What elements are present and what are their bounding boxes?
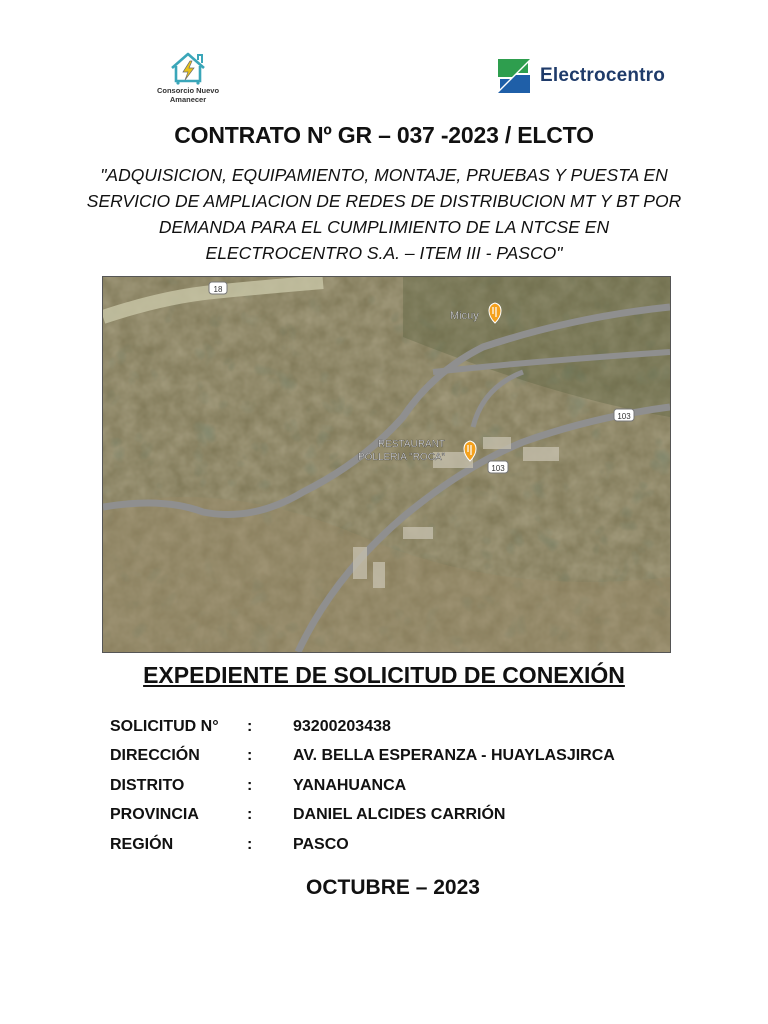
- field-value: 93200203438: [293, 717, 391, 735]
- field-separator: :: [247, 717, 253, 735]
- field-separator: :: [247, 806, 253, 824]
- field-value: AV. BELLA ESPERANZA - HUAYLASJIRCA: [293, 747, 615, 765]
- place-label-micuy: Micuy: [450, 310, 479, 322]
- info-row: [110, 742, 615, 772]
- consorcio-name-line2: Amanecer: [169, 95, 207, 104]
- info-row: [110, 830, 615, 860]
- road-label: 18: [213, 285, 223, 294]
- field-value: PASCO: [293, 835, 349, 853]
- contract-title: CONTRATO Nº GR – 037 -2023 / ELCTO: [174, 122, 594, 148]
- solicitud-info: [110, 712, 615, 860]
- field-separator: :: [247, 835, 253, 853]
- field-label: SOLICITUD N°: [110, 717, 219, 735]
- expediente-title: EXPEDIENTE DE SOLICITUD DE CONEXIÓN: [143, 662, 625, 688]
- contract-description: "ADQUISICION, EQUIPAMIENTO, MONTAJE, PRUEBAS Y PUESTA EN SERVICIO DE AMPLIACION DE REDES DE DISTRIBUCION MT Y BT POR DEMANDA PARA EL CUMPLIMIENTO DE LA NTCSE EN ELECTROCENTRO S.A. – ITEM III - PASCO": [86, 165, 682, 263]
- consorcio-name-line1: Consorcio Nuevo: [156, 86, 220, 95]
- field-separator: :: [247, 776, 253, 794]
- field-label: DIRECCIÓN: [110, 747, 200, 765]
- field-separator: :: [247, 747, 253, 765]
- info-row: [110, 801, 615, 831]
- place-label-restaurant-line1: RESTAURANT: [378, 439, 446, 450]
- satellite-map: [102, 276, 671, 653]
- document-date: OCTUBRE – 2023: [306, 876, 480, 899]
- place-label-restaurant-line2: POLLERIA "ROCA": [358, 452, 446, 463]
- field-value: YANAHUANCA: [293, 776, 407, 794]
- field-label: DISTRITO: [110, 776, 185, 794]
- field-label: REGIÓN: [110, 835, 174, 853]
- electrocentro-logo-icon: [496, 57, 532, 95]
- road-label: 103: [491, 464, 505, 473]
- field-value: DANIEL ALCIDES CARRIÓN: [293, 806, 506, 824]
- consorcio-logo: [140, 50, 236, 112]
- electrocentro-logo: [496, 56, 665, 96]
- electrocentro-brand-text: Electrocentro: [540, 65, 666, 86]
- info-row: [110, 771, 615, 801]
- field-label: PROVINCIA: [110, 806, 199, 824]
- road-label: 103: [617, 412, 631, 421]
- house-lightning-icon: [167, 50, 209, 86]
- info-row: [110, 712, 615, 742]
